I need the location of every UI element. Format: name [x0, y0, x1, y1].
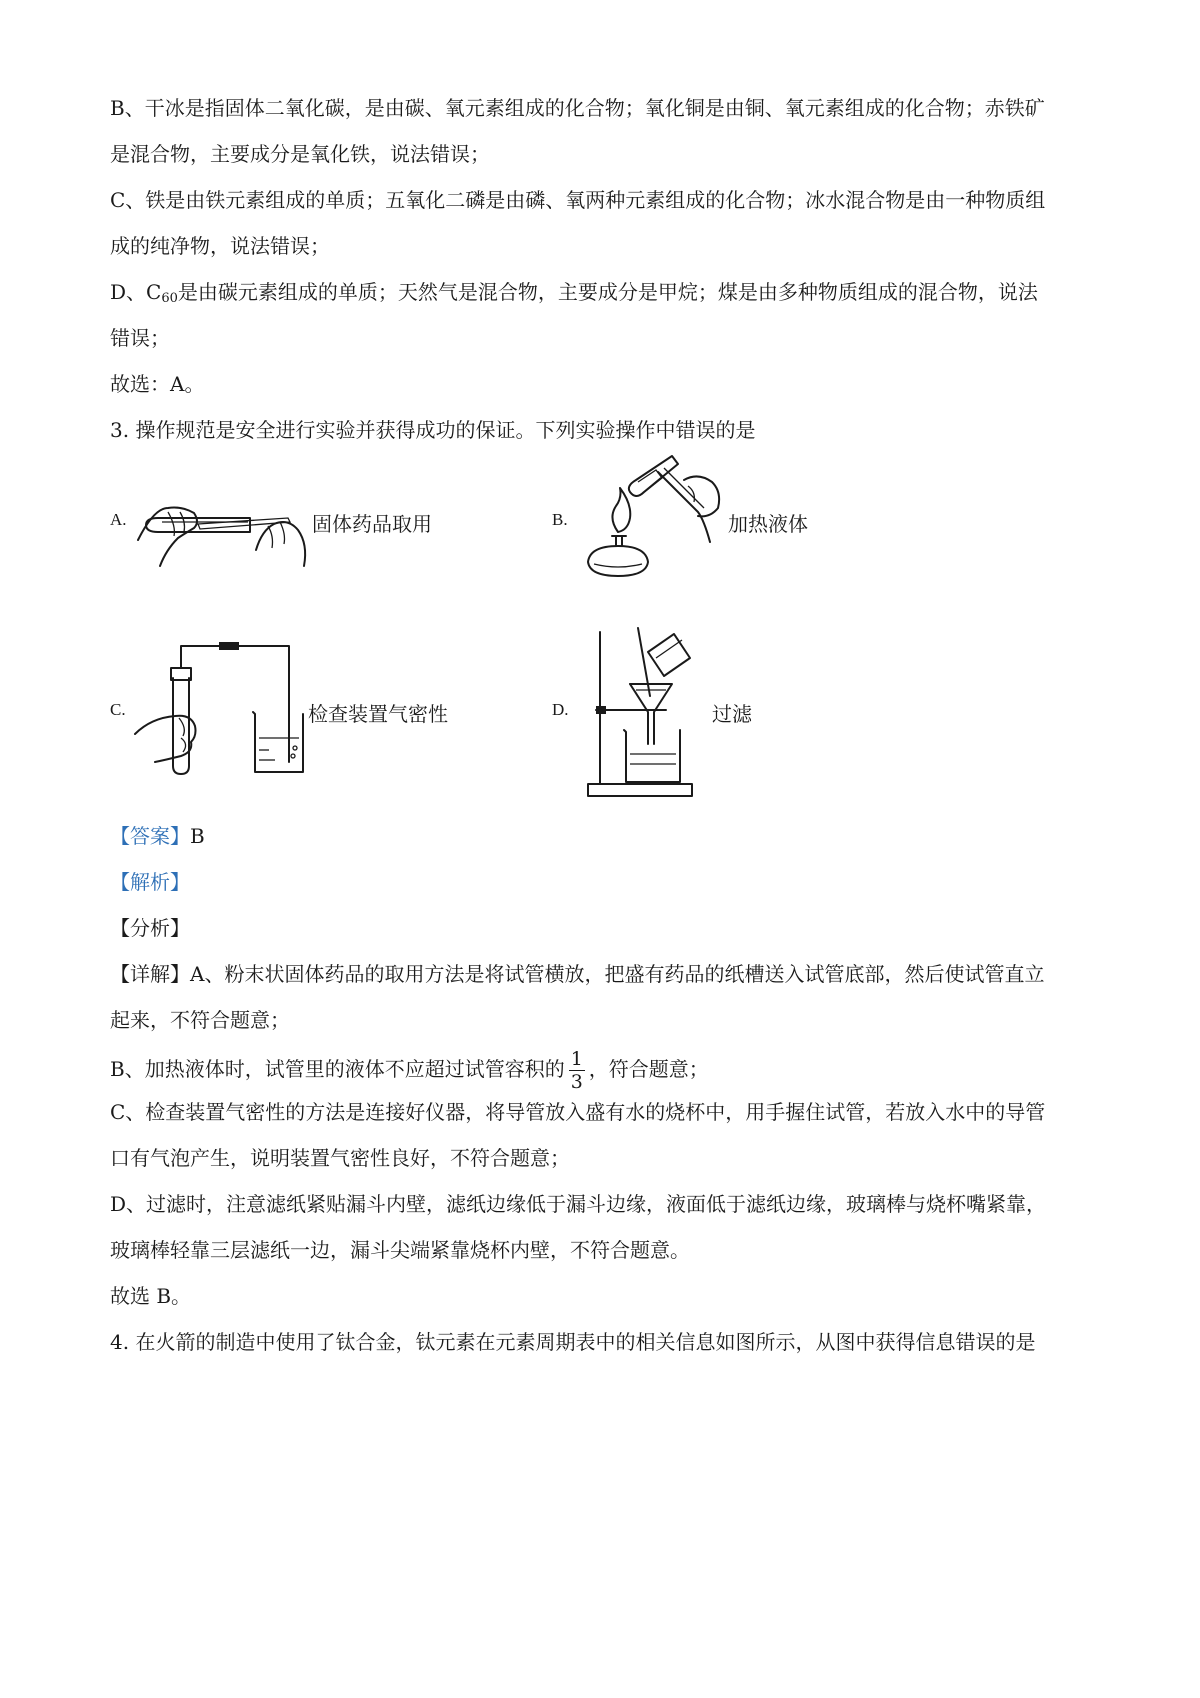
option-a-caption: 固体药品取用	[312, 512, 432, 536]
answer-value: B	[190, 824, 205, 848]
option-d-letter: D.	[552, 700, 569, 719]
detail-b-line	[110, 1048, 709, 1093]
option-b-letter: B.	[552, 510, 568, 529]
detail-c-line1: C、检查装置气密性的方法是连接好仪器，将导管放入盛有水的烧杯中，用手握住试管，若放入水中的导管	[110, 1100, 1046, 1124]
question3-stem: 3. 操作规范是安全进行实验并获得成功的保证。下列实验操作中错误的是	[110, 418, 756, 442]
option-d-figure	[586, 626, 706, 802]
option-c-figure	[135, 638, 300, 776]
analysis-b-line1: B、干冰是指固体二氧化碳，是由碳、氧元素组成的化合物；氧化铜是由铜、氧元素组成的化合物；赤铁矿	[110, 96, 1045, 120]
option-a-letter: A.	[110, 510, 127, 529]
detail-a-line2: 起来，不符合题意；	[110, 1008, 290, 1032]
analysis-d-prefix: D、C	[110, 280, 162, 304]
detail-a-line1: 【详解】A、粉末状固体药品的取用方法是将试管横放，把盛有药品的纸槽送入试管底部，然后使试管直立	[110, 962, 1045, 986]
answer-line	[110, 822, 205, 850]
analysis-d-line1	[110, 278, 1038, 313]
fraction-one-third	[569, 1048, 585, 1093]
analysis-c-line2: 成的纯净物，说法错误；	[110, 234, 330, 258]
detail-c-line2: 口有气泡产生，说明装置气密性良好，不符合题意；	[110, 1146, 570, 1170]
question4-stem: 4. 在火箭的制造中使用了钛合金，钛元素在元素周期表中的相关信息如图所示，从图中获得信息错误的是	[110, 1330, 1036, 1354]
detail-d-line2: 玻璃棒轻靠三层滤纸一边，漏斗尖端紧靠烧杯内壁，不符合题意。	[110, 1238, 690, 1262]
option-d-caption: 过滤	[712, 702, 752, 726]
option-b-figure	[578, 452, 728, 584]
analysis-c-line1: C、铁是由铁元素组成的单质；五氧化二磷是由磷、氧两种元素组成的化合物；冰水混合物是由一种物质组	[110, 188, 1046, 212]
answer-label: 【答案】	[110, 824, 190, 848]
option-a-figure	[138, 478, 313, 568]
analysis-d-rest: 是由碳元素组成的单质；天然气是混合物，主要成分是甲烷；煤是由多种物质组成的混合物，说法	[177, 280, 1038, 304]
detail-b-text-before: B、加热液体时，试管里的液体不应超过试管容积的	[110, 1057, 565, 1081]
analysis-b-line2: 是混合物，主要成分是氧化铁，说法错误；	[110, 142, 490, 166]
question3-conclusion: 故选 B。	[110, 1284, 192, 1308]
analysis-label: 【解析】	[110, 870, 190, 894]
option-c-caption: 检查装置气密性	[308, 702, 448, 726]
analysis-d-line2: 错误；	[110, 326, 170, 350]
fraction-numerator: 1	[570, 1048, 583, 1070]
option-b-caption: 加热液体	[728, 512, 808, 536]
analysis-d-subscript: 60	[161, 291, 178, 306]
fraction-denominator: 3	[570, 1071, 583, 1093]
analysis-conclusion: 故选：A。	[110, 372, 205, 396]
detail-b-text-after: ，符合题意；	[588, 1057, 709, 1081]
fenxi-label: 【分析】	[110, 916, 190, 940]
option-c-letter: C.	[110, 700, 126, 719]
detail-d-line1: D、过滤时，注意滤纸紧贴漏斗内壁，滤纸边缘低于漏斗边缘，液面低于滤纸边缘，玻璃棒与烧杯嘴紧靠，	[110, 1192, 1047, 1216]
